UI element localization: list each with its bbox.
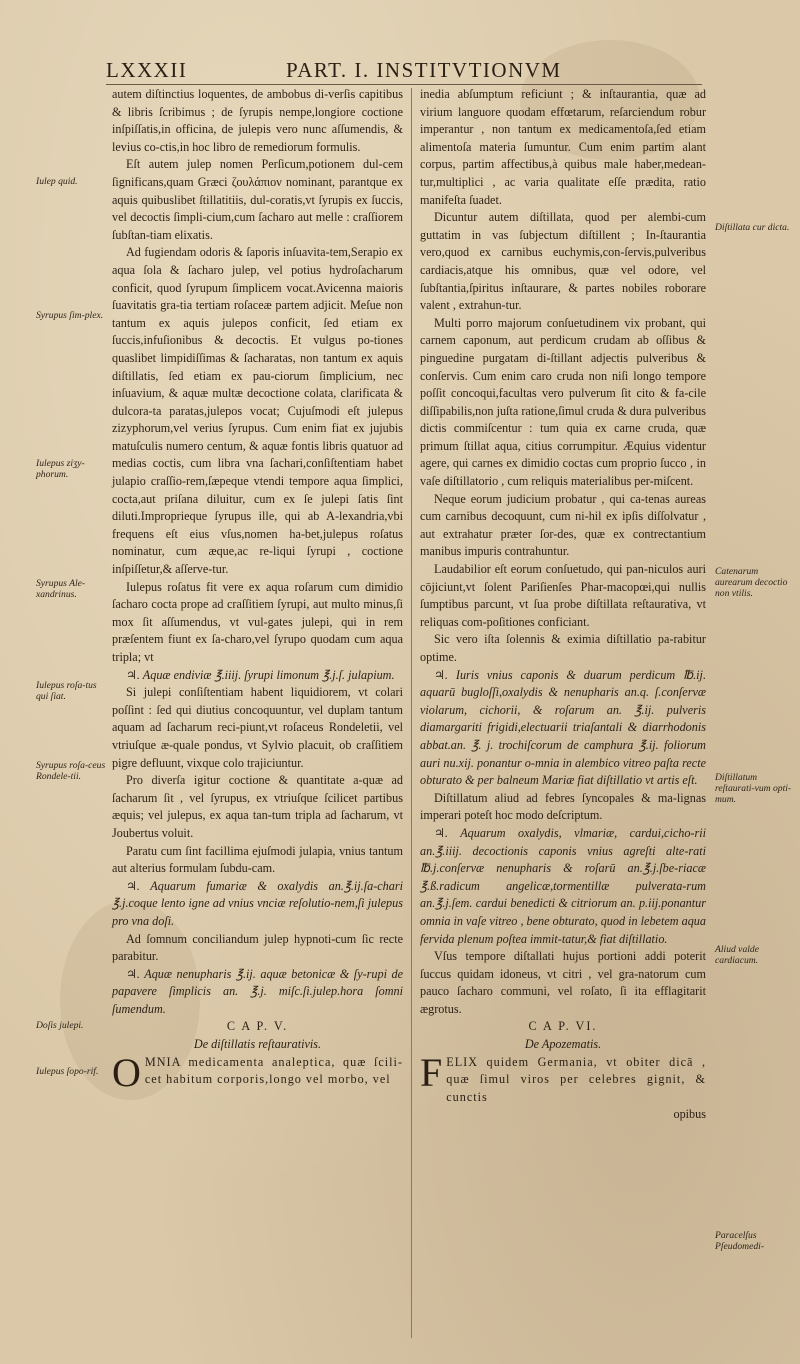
paragraph: Si julepi conſiſtentiam habent liquidiorem, vt colari poſſint : ſed qui diutius concoquuntur, vel duplam tantum aquam ad ſacharum reci-piunt,vt roſaceus Rondeletii, vel vtriuſque æ-quale pondus, vt Sylvio placuit, ob craſſitiem pigre defluunt, vixque colo trajiciuntur. [112,685,403,770]
margin-note: Catenarum aurearum decoctio non vtilis. [715,566,788,599]
margin-note: Aliud valde cardiacum. [715,944,759,966]
running-header [100,58,700,84]
paragraph: Paratu cum ſint facillima ejuſmodi julapia, vnius tantum aut alterius formulam ſubdu-cam. [112,843,403,876]
margin-note: Iulepus ziʒy-phorum. [36,458,85,480]
paragraph: Dicuntur autem diſtillata, quod per alembi-cum guttatim in vas ſubjectum diſtillent ; In-ſtaurantia vero,quod ex carnibus euchymis,con-ſervis,pulveribus cardiacis,atque his omnibus, quæ vel odore, vel ſubſtantia,ſpiritus inſtaurare, & partes nobiles roborare valent , extrahun-tur. [420,210,706,313]
margin-note: Syrupus Ale-xandrinus. [36,578,86,600]
paragraph: inedia abſumptum reficiunt ; & inſtaurantia, quæ ad virium languore quodam effœtarum, reſarciendum robur imperantur , non tantum ex medicamentoſa,ſed etiam alimentoſa materia ſumuntur. Cum enim partim alant corpus, partim affectibus,à quibus male haber,medean-tur,multiplici , ac varia qualitate eſſe prædita, ratio manifeſta ſuadet. [420,87,706,207]
margin-note: Iulepus ſopo-rif. [36,1066,99,1077]
recipe: ♃. Aquarum fumariæ & oxalydis an.℥.ij.ſa-chari ℥.j.coque lento igne ad vnius vnciæ reſolutio-nem,ſi julepus pro vna doſi. [112,878,403,928]
recipe: ♃. Aquarum oxalydis, vlmariæ, cardui,cicho-rii an.℥.iiij. decoctionis caponis vnius agreſti alte-rati ℔.j.conſervæ nenupharis & roſarū an.℥.j.ſbe-riacæ ℥.ß.radicum angelicæ,tormentillæ pulverata-rum an.℥.j.ſem. cardui benedicti & citriorum an. p.iij.ponantur omnia in vaſe vitreo , bene obturato, quod in lebetem aqua fervida plenum poſtea immit-tatur,& fiat diſtillatio. [420,825,706,946]
chapter-opening [112,1049,403,1095]
drop-capital: F [420,1049,443,1095]
right-column [420,86,706,1124]
margin-note: Doſis julepi. [36,1020,84,1031]
opening-text: ELIX quidem Germania, vt obiter dicā , quæ ſimul viros per celebres gignit, & cunctis [446,1054,706,1104]
margin-note: Iulep quid. [36,176,78,187]
margin-note: Syrupus roſa-ceus Rondele-tii. [36,760,106,782]
paragraph: Vſus tempore diſtallati hujus portioni addi poterit ſuccus quidam idoneus, vt citri , vel gra-natorum cum pauco ſacharo communi, vel roſato, ſi ita efflagitarit ægrotus. [420,949,706,1016]
chapter-subtitle: De Apozematis. [524,1037,602,1052]
recipe: ♃. Aquæ nenupharis ℥.ij. aquæ betonicæ & ſy-rupi de papavere ſimplicis an. ℥.j. miſc.ſi.julep.hora ſomni ſumendum. [112,966,403,1016]
chapter-subtitle: De diſtillatis reſtaurativis. [193,1037,322,1052]
margin-note: Iulepus roſa-tus qui ſiat. [36,680,97,702]
recipe: ♃. Iuris vnius caponis & duarum perdicum ℔.ij. aquarū bugloſſi,oxalydis & nenupharis an.q. ſ.conſervæ violarum, cichorii, & roſarum an. ℥.ij. pulveris diamargariti frigidi,electuarii triaſantali & diarrhodonis abbat.an. ℥. j. trochiſcorum de camphura ℥.ij. foliorum auri nu.xij. ponantur o-mnia in alembico vitreo paſta recte obturato & per balneum Mariæ fiat diſtillatio vt artis eſt. [420,667,706,788]
paragraph: Laudabilior eſt eorum conſuetudo, qui pan-niculos auri cōjiciunt,vt ſolent Pariſienſes Phar-macopœi,qui nullis ſumptibus parcunt, vt ſua probe diſtillata reſtaurativa, vt reliquas com-poſitiones conficiant. [420,562,706,629]
left-column [112,86,403,1095]
paragraph: Sic vero iſta ſolennis & eximia diſtillatio pa-rabitur optime. [420,632,706,664]
running-title: PART. I. INSTITVTIONVM [286,58,562,82]
paragraph: Iulepus roſatus fit vere ex aqua roſarum cum dimidio ſacharo cocta prope ad craſſitiem ſyrupi, aut multo minus,ſi mox ſit aſſumendus, vt vul-gates julepi, qui in rem præſentem fiunt ex ſa-charo,vel ſyrupo quodam cum aqua tripla; vt [112,579,403,664]
chapter-heading: C A P. VI. [528,1019,598,1034]
paragraph: Neque eorum judicium probatur , qui ca-tenas aureas cum carnibus decoquunt, cum ni-hil ex ipſis diſſolvatur , aut extrahatur præter ſor-des, quæ ex contrectantium manibus impuris contrahuntur. [420,491,706,559]
paragraph: Multi porro majorum conſuetudinem vix probant, qui carnem caponum, aut perdicum crudam ab oſſibus & pinguedine purgatam di-ſtillant adjectis pulveribus & conſervis. Cum enim caro cruda non niſi longo tempore poſſit concoqui,facultas vero pulverum ſit cito & fa-cile diſſipabilis,non juſta ratione,ſimul cruda & dura pulveribus dictis commiſcentur : tum quia ex carne cruda, quæ primum ſtillat aqua, citius corrumpitur. Æquius videntur agere, qui carnes ex dimidio coctas cum proprio ſucco , in vaſe diſtillatorio , cum reliquis materialibus per-miſcent. [420,315,706,489]
margin-note: Diſtillata cur dicta. [715,222,790,233]
recipe: ♃. Aquæ endiviæ ℥.iiij. ſyrupi limonum ℥.j.ſ. julapium. [126,667,395,682]
chapter-opening [420,1049,706,1107]
paragraph: Ad fugiendam odoris & ſaporis inſuavita-tem,Serapio ex aqua ſola & ſacharo julep, vel potius hydroſacharum conficit, quod ſyrupum ſimplicem vocat.Avicenna maioris ſuavitatis gra-tia tertiam roſaceæ partem adjicit. Meſue non tantum ex aquis julepos conficit, ſed etiam ex ſuccis,infuſionibus & decoctis. Et vulgus po-tiones quaslibet limpidiſſimas & ſacharatas, non tantum ex aquis diſtillatis, ſed etiam ex pau-ciorum ſimplicium, nec inſuavium, & aquæ multæ decoctione colata, clarificata & dulcora-ta paratas,julepos vocat; Cujuſmodi eſt julepus zizyphorum,vel verius ſyrupus. Cum enim fiat ex jujubis matuſculis numero centum, & aquæ fontis libris quatuor ad medias coctis, cum libra vna ſachari,conſiſtentiam habet julapio craſſio-rem,ſæpeque vtendi tempore aqua ſimplici, cocta,aut priſana diluitur, cum ex ſe julepi ſatis ſint diluti.Improprieque ſyrupus ille, qui ab A-lexandria,vbi frequens eſt eius vſus,nomen ha-bet,julepus roſatus nominatur, cum æque,ac re-liqui ſyrupi , coctione inſpiſſetur,& aſſerve-tur. [112,245,403,577]
opening-text: MNIA medicamenta analeptica, quæ ſcili-cet habitum corporis,longo vel morbo, vel [144,1054,403,1087]
page-folio: LXXXII [106,58,188,82]
paragraph: Pro diverſa igitur coctione & quantitate a-quæ ad ſacharum ſit , vel ſyrupus, ex vtriuſque ſcilicet partibus æquis; vel julepus, ex aqua tan-tum tripla ad ſacharum, vt Joubertus voluit. [112,773,403,840]
chapter-heading: C A P. V. [226,1019,289,1034]
drop-capital: O [112,1049,141,1095]
margin-note: Paracelſus Pſeudomedi- [715,1230,765,1252]
header-rule [106,84,702,85]
margin-note: Syrupus ſim-plex. [36,310,104,321]
paragraph: Eſt autem julep nomen Perſicum,potionem dul-cem ſignificans,quam Græci ζουλάπιον nominant, parantque ex aquis quibuslibet ſtillatitiis, dul-coratis,vt ſyrupis ex ſuccis, vel decoctis ſimpli-cium,cum ſacharo aut melle : craſſiorem ſubſtan-tiam elixatis. [112,157,403,242]
paragraph: Diſtillatum aliud ad febres ſyncopales & ma-lignas imperari poteſt hoc modo deſcriptum. [420,790,706,823]
paragraph: autem diſtinctius loquentes, de ambobus di-verſis capitibus & libris ſcribimus ; de ſyrupis nempe,longiore coctione inſpiſſatis,in officina, de julepis vero nunc aſſumendis, & levius co-ctis,in hoc libro de remediorum formulis. [112,87,403,154]
paragraph: Ad ſomnum conciliandum julep hypnoti-cum ſic recte parabitur. [112,931,403,964]
catchword: opibus [673,1107,706,1122]
margin-note: Diſtillatum reſtaurati-vum opti-mum. [715,772,792,805]
column-divider [411,88,412,1338]
